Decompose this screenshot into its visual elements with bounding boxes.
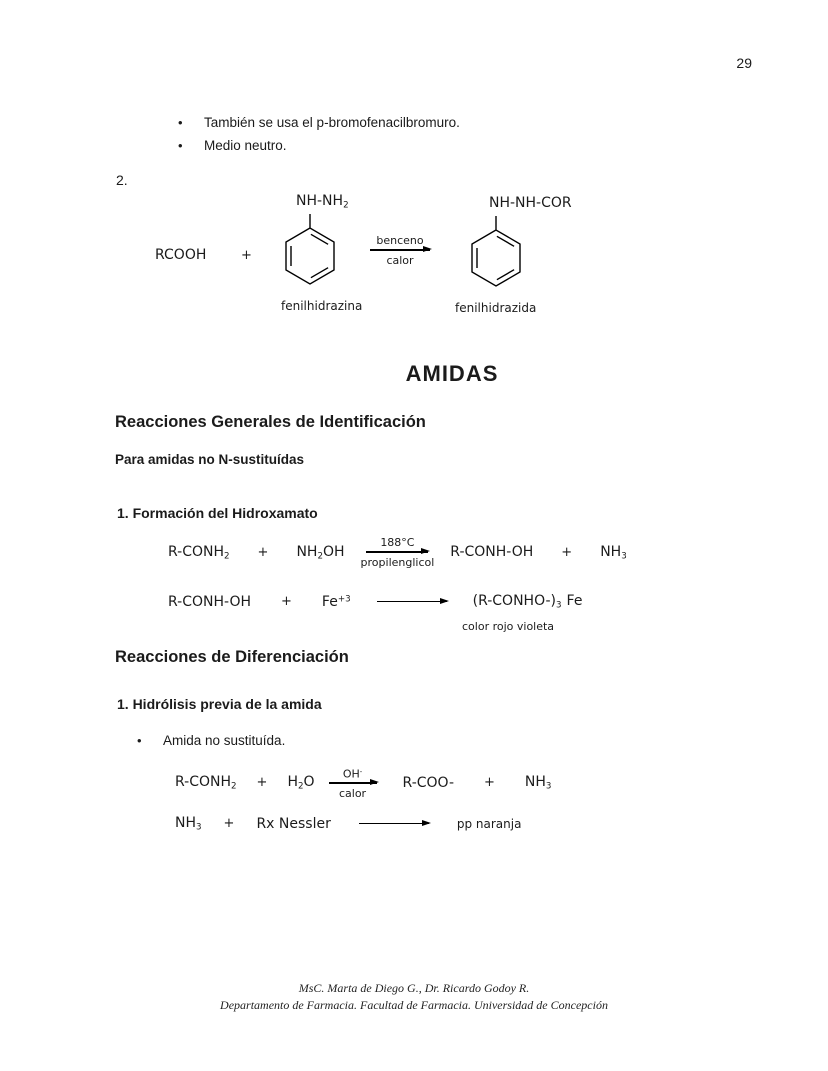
reactant-formula: $R-CONH_2$ — [175, 774, 237, 792]
footer-authors: MsC. Marta de Diego G., Dr. Ricardo Godoy R. — [298, 981, 530, 995]
footer-institution: Departamento de Farmacia. Facultad de Farmacia. Universidad de Concepción — [220, 998, 608, 1012]
hydroxamate-reaction-1 — [168, 536, 627, 569]
plus-sign: + — [241, 248, 252, 263]
reaction-color-note: color rojo violeta — [462, 620, 555, 633]
rcooh-formula: RCOOH — [155, 247, 207, 263]
page-number: 29 — [736, 55, 752, 71]
arrow-condition-bottom: calor — [386, 253, 414, 267]
phenylhydrazide-substituent: NH-NH-COR — [489, 195, 572, 211]
arrow-shaft-icon — [359, 823, 429, 825]
reaction-arrow — [359, 823, 429, 825]
bullet-item — [178, 111, 460, 134]
bullet-marker-icon: • — [178, 115, 183, 130]
nessler-reaction — [175, 815, 521, 832]
product-formula: $NH_3$ — [524, 774, 552, 792]
heading-reacciones-identificacion: Reacciones Generales de Identificación — [115, 413, 426, 431]
reaction-arrow — [377, 601, 447, 603]
bullet-item — [137, 733, 285, 748]
plus-sign: + — [484, 775, 495, 791]
bullet-marker-icon: • — [178, 138, 183, 153]
arrow-shaft-icon — [329, 782, 377, 784]
plus-sign: + — [256, 775, 268, 791]
reactant-formula: R-CONH-OH — [168, 593, 251, 610]
hydrolysis-reaction — [175, 766, 551, 800]
reactant-formula: $R-CONH_2$ — [168, 543, 230, 561]
plus-sign: + — [281, 594, 292, 610]
bullet-marker-icon: • — [137, 733, 142, 748]
benzene-ring-icon — [280, 214, 340, 292]
arrow-condition-bottom: calor — [338, 786, 367, 800]
product-description: pp naranja — [456, 816, 522, 831]
heading-reacciones-diferenciacion: Reacciones de Diferenciación — [115, 648, 349, 666]
arrow-condition-top: 188°C — [380, 536, 415, 549]
benzene-ring-icon — [466, 216, 526, 294]
section-title-amidas: AMIDAS — [405, 361, 499, 386]
subheading-amidas-no-sustituidas: Para amidas no N-sustituídas — [115, 452, 305, 467]
arrow-shaft-icon — [370, 249, 430, 251]
product-formula: R-COO- — [402, 774, 455, 791]
reaction-arrow — [329, 766, 377, 800]
product-formula: $NH_3$ — [600, 543, 627, 561]
plus-sign: + — [561, 544, 573, 560]
arrow-shaft-icon — [377, 601, 447, 603]
product-formula: R-CONH-OH — [450, 544, 534, 561]
reactant-formula: $NH_2OH$ — [296, 543, 345, 561]
intro-bullet-list — [178, 111, 460, 157]
arrow-condition-top: benceno — [376, 234, 424, 247]
arrow-condition-bottom: propilenglicol — [360, 555, 435, 569]
arrow-condition-top: OH- — [342, 767, 363, 781]
reactant-formula: $Fe^{+3}$ — [321, 593, 351, 610]
scheme-2-number: 2. — [116, 172, 128, 188]
hydroxamate-reaction-2 — [168, 593, 582, 610]
bullet-text: Medio neutro. — [204, 138, 287, 153]
reactant-formula: $NH_3$ — [175, 815, 202, 833]
bullet-item — [178, 134, 460, 157]
footer — [0, 980, 828, 1014]
bullet-text: También se usa el p-bromofenacilbromuro. — [204, 115, 460, 130]
phenylhydrazine-substituent: $NH-NH_2$ — [296, 193, 349, 211]
plus-sign: + — [223, 816, 235, 832]
reaction-arrow — [361, 536, 435, 569]
product-formula: $(R-CONHO-)_3$ Fe — [472, 593, 583, 611]
arrow-shaft-icon — [366, 551, 428, 553]
reactant-formula: $H_2O$ — [287, 774, 315, 792]
bullet-text: Amida no sustituída. — [163, 733, 286, 748]
step-formacion-hidroxamato: 1. Formación del Hidroxamato — [117, 505, 318, 521]
plus-sign: + — [257, 544, 269, 560]
step-hidrolisis-previa: 1. Hidrólisis previa de la amida — [117, 696, 322, 712]
right-structure-caption: fenilhidrazida — [455, 301, 537, 315]
reaction-arrow — [370, 234, 430, 267]
left-structure-caption: fenilhidrazina — [281, 299, 363, 313]
reactant-name: Rx Nessler — [256, 815, 331, 832]
